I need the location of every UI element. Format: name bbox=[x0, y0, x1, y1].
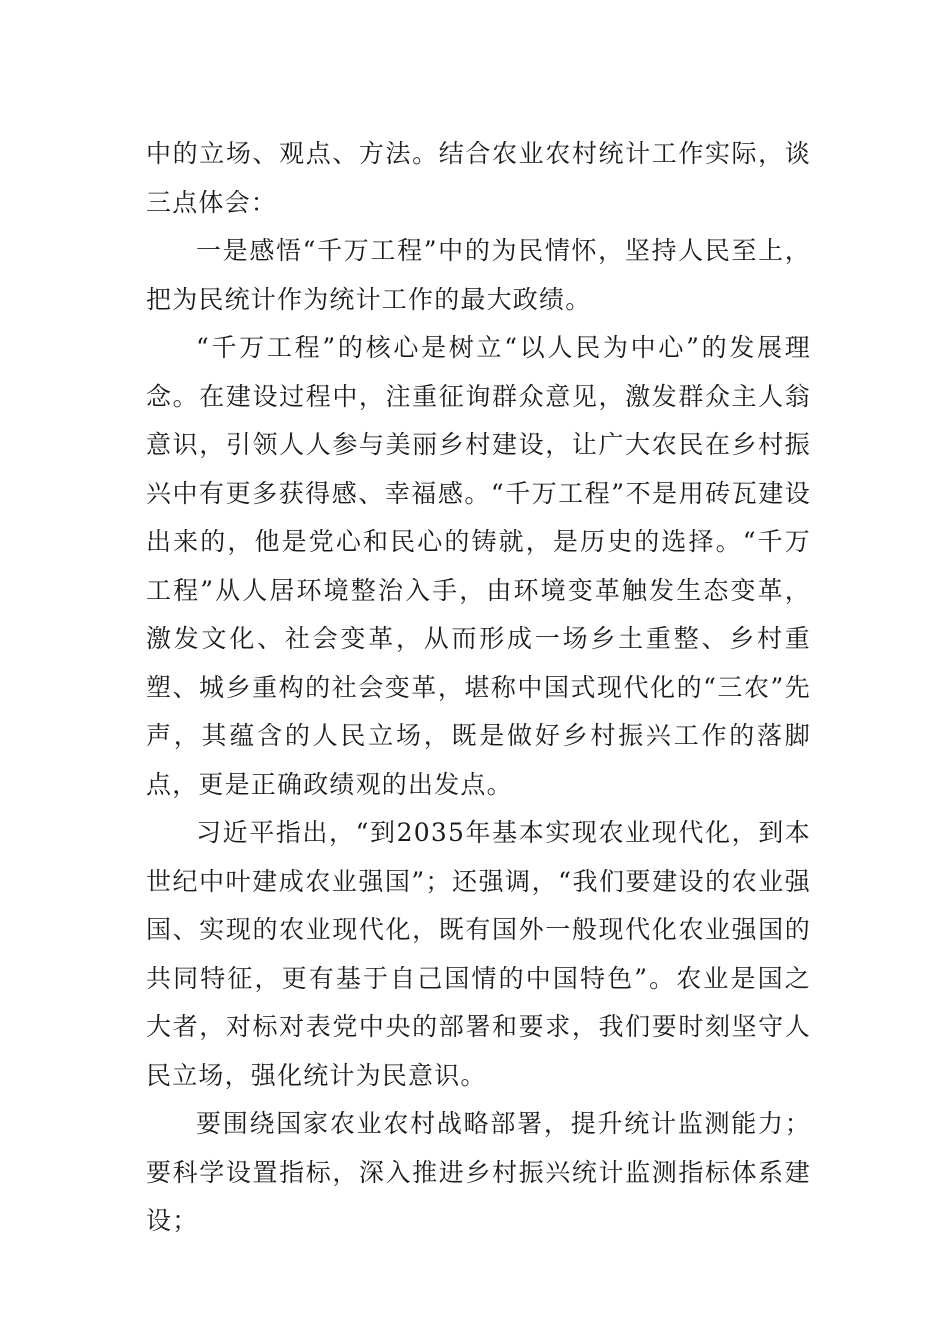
document-body bbox=[146, 130, 811, 1246]
paragraph-2-heading: 一是感悟“千万工程”中的为民情怀，坚持人民至上，把为民统计作为统计工作的最大政绩。 bbox=[146, 236, 811, 314]
paragraph-1: 中的立场、观点、方法。结合农业农村统计工作实际，谈三点体会： bbox=[146, 139, 811, 217]
paragraph-4: 习近平指出，“到2035年基本实现农业现代化，到本世纪中叶建成农业强国”；还强调，“我们要建设的农业强国、实现的农业现代化，既有国外一般现代化农业强国的共同特征，更有基于自己国情的中国特色”。农业是国之大者，对标对表党中央的部署和要求，我们要时刻坚守人民立场，强化统计为民意识。 bbox=[146, 818, 811, 1090]
paragraph-3: “千万工程”的核心是树立“以人民为中心”的发展理念。在建设过程中，注重征询群众意见，激发群众主人翁意识，引领人人参与美丽乡村建设，让广大农民在乡村振兴中有更多获得感、幸福感。“千万工程”不是用砖瓦建设出来的，他是党心和民心的铸就，是历史的选择。“千万工程”从人居环境整治入手，由环境变革触发生态变革，激发文化、社会变革，从而形成一场乡土重整、乡村重塑、城乡重构的社会变革，堪称中国式现代化的“三农”先声，其蕴含的人民立场，既是做好乡村振兴工作的落脚点，更是正确政绩观的出发点。 bbox=[146, 333, 811, 799]
paragraph-5: 要围绕国家农业农村战略部署，提升统计监测能力；要科学设置指标，深入推进乡村振兴统计监测指标体系建设； bbox=[146, 1109, 811, 1235]
